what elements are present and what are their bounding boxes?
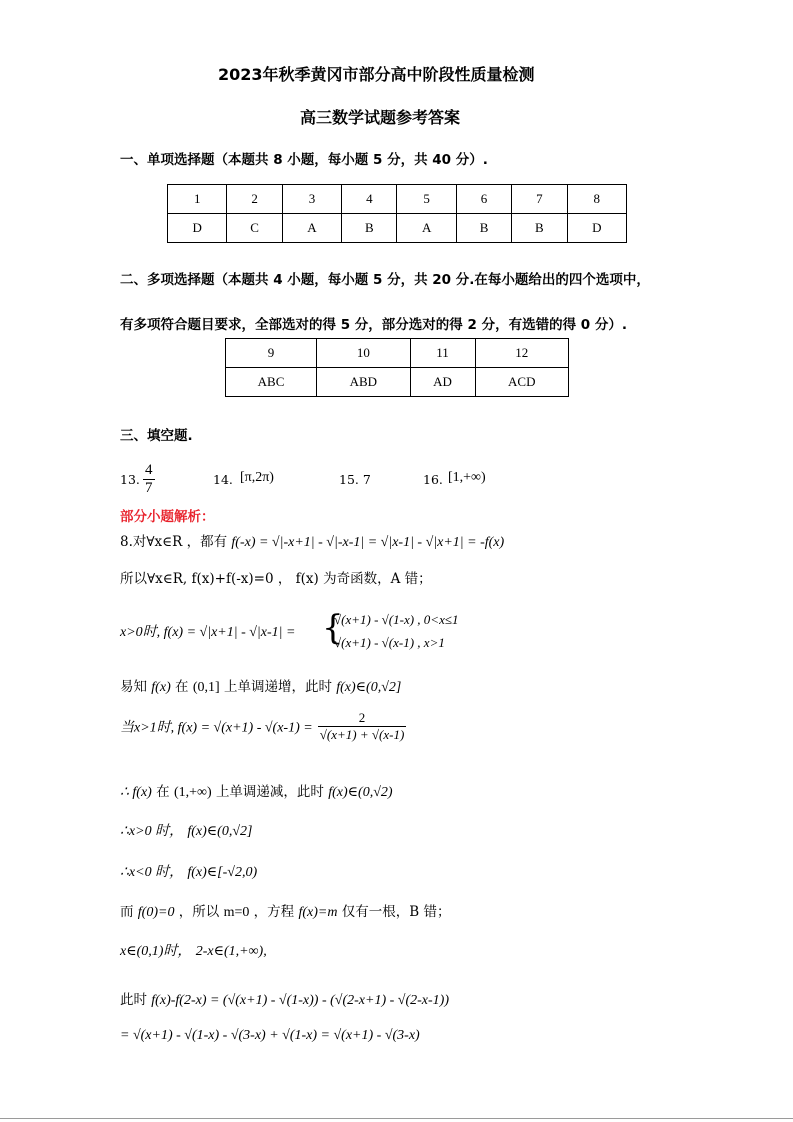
solution-line-2-prefix: 所以∀x∈R, f(x)+f(-x)=0 ，: [120, 571, 292, 587]
solution-line-5-numerator: 2: [318, 710, 407, 727]
solution-line-12: = √(x+1) - √(1-x) - √(3-x) + √(1-x) = √(x+1) - √(3-x): [120, 1028, 420, 1043]
multi-choice-answer-table: [225, 338, 569, 397]
table-row-numbers: [168, 185, 627, 214]
solution-line-8-a: ∴x<0 时，: [120, 865, 184, 880]
solution-line-11: [120, 988, 449, 1009]
q10-answer: ABD: [317, 368, 410, 397]
solution-line-8: [120, 861, 257, 881]
section2-heading-line2: 有多项符合题目要求，全部选对的得 5 分，部分选对的得 2 分，有选错的得 0 分）.: [120, 317, 628, 333]
page-bottom-divider: [0, 1118, 793, 1119]
solution-line-5-a: 当x>1时, f(x) = √(x+1) - √(x-1) =: [120, 720, 313, 736]
q10-number: 10: [317, 339, 410, 368]
q13-fraction: [143, 462, 155, 497]
table-row-answers: [168, 214, 627, 243]
q5-number: 5: [397, 185, 456, 214]
table-row-answers: [226, 368, 569, 397]
piecewise-case-1: √(x+1) - √(1-x) , 0<x≤1: [334, 612, 459, 627]
q11-answer: AD: [410, 368, 475, 397]
q8-answer: D: [567, 214, 626, 243]
solution-line-4-c: 在: [175, 679, 189, 695]
solution-line-4-f: f(x)∈(0,√2]: [336, 680, 402, 695]
solution-line-1-math: f(-x) = √|-x+1| - √|-x-1| = √|x-1| - √|x+1| = -f(x): [231, 535, 505, 550]
solution-line-1: [120, 530, 504, 551]
q6-number: 6: [456, 185, 511, 214]
piecewise-brace: {: [322, 608, 344, 648]
solution-line-4-b: f(x): [151, 680, 171, 695]
solution-line-5-denominator: √(x+1) + √(x-1): [319, 727, 405, 742]
q13-numerator: 4: [145, 462, 153, 478]
q1-answer: D: [168, 214, 227, 243]
solution-line-9-g: 仅有一根，B 错；: [341, 904, 451, 920]
solution-line-9-c: ，所以: [178, 904, 220, 920]
solution-line-9-a: 而: [120, 904, 134, 920]
q4-answer: B: [342, 214, 397, 243]
q9-answer: ABC: [226, 368, 317, 397]
q4-number: 4: [342, 185, 397, 214]
solution-line-3-prefix: x>0时, f(x) = √|x+1| - √|x-1| =: [120, 625, 296, 640]
solution-line-9: [120, 900, 450, 921]
q7-answer: B: [512, 214, 567, 243]
solution-line-5: [120, 710, 406, 743]
section2-heading-line1: 二、多项选择题（本题共 4 小题，每小题 5 分，共 20 分.在每小题给出的四个选项中，: [120, 272, 650, 288]
q3-answer: A: [282, 214, 341, 243]
q1-number: 1: [168, 185, 227, 214]
q11-number: 11: [410, 339, 475, 368]
solution-line-10: [120, 940, 267, 960]
solution-line-2: [120, 567, 432, 587]
section3-heading: 三、填空题.: [120, 428, 193, 444]
piecewise-case-2: √(x+1) - √(x-1) , x>1: [334, 635, 445, 650]
solution-line-9-f: f(x)=m: [298, 905, 338, 920]
solution-line-4: [120, 675, 401, 696]
q15-answer: 15. 7: [339, 472, 371, 487]
q16-label: 16.: [423, 472, 443, 487]
solution-line-4-d: (0,1]: [192, 680, 220, 695]
solution-line-4-a: 易知: [120, 679, 147, 695]
page-title: 2023年秋季黄冈市部分高中阶段性质量检测: [218, 65, 535, 84]
solution-line-9-e: ，方程: [253, 904, 295, 920]
solution-line-6-e: f(x)∈(0,√2): [328, 785, 393, 800]
q13-denominator: 7: [145, 480, 153, 496]
page-subtitle: 高三数学试题参考答案: [300, 108, 461, 127]
single-choice-answer-table: [167, 184, 627, 243]
q14-answer: [π,2π): [240, 470, 274, 485]
q3-number: 3: [282, 185, 341, 214]
solution-line-6-b: 在: [156, 784, 170, 800]
q12-number: 12: [475, 339, 568, 368]
solution-line-8-b: f(x)∈[-√2,0): [187, 865, 258, 880]
solutions-heading: 部分小题解析：: [120, 509, 215, 525]
solution-line-7-b: f(x)∈(0,√2]: [187, 824, 253, 839]
q14-label: 14.: [213, 472, 233, 487]
q12-answer: ACD: [475, 368, 568, 397]
solution-line-10-b: 2-x∈(1,+∞),: [195, 944, 267, 959]
solution-line-6-d: 上单调递减，此时: [215, 784, 324, 800]
solution-line-7-a: ∴x>0 时，: [120, 824, 184, 839]
solution-line-2-suffix: f(x) 为奇函数，A 错；: [295, 571, 432, 587]
q7-number: 7: [512, 185, 567, 214]
solution-line-7: [120, 820, 252, 840]
q5-answer: A: [397, 214, 456, 243]
q9-number: 9: [226, 339, 317, 368]
q13-label: 13.: [120, 472, 140, 487]
solution-line-6-c: (1,+∞): [173, 785, 212, 800]
solution-line-4-e: 上单调递增，此时: [223, 679, 332, 695]
q6-answer: B: [456, 214, 511, 243]
section1-heading: 一、单项选择题（本题共 8 小题，每小题 5 分，共 40 分）.: [120, 152, 488, 168]
q8-number: 8: [567, 185, 626, 214]
solution-line-9-d: m=0: [223, 905, 250, 920]
table-row-numbers: [226, 339, 569, 368]
q16-answer: [1,+∞): [448, 470, 486, 485]
solution-line-6: [120, 780, 393, 801]
q2-answer: C: [227, 214, 282, 243]
solution-line-6-a: ∴ f(x): [120, 785, 152, 800]
solution-line-1-prefix: 8.对∀x∈R ，都有: [120, 534, 228, 550]
solution-line-9-b: f(0)=0: [137, 905, 175, 920]
solution-line-11-b: f(x)-f(2-x) = (√(x+1) - √(1-x)) - (√(2-x+1) - √(2-x-1)): [151, 993, 449, 1008]
q2-number: 2: [227, 185, 282, 214]
solution-line-10-a: x∈(0,1)时，: [120, 944, 192, 959]
solution-line-11-a: 此时: [120, 992, 147, 1008]
